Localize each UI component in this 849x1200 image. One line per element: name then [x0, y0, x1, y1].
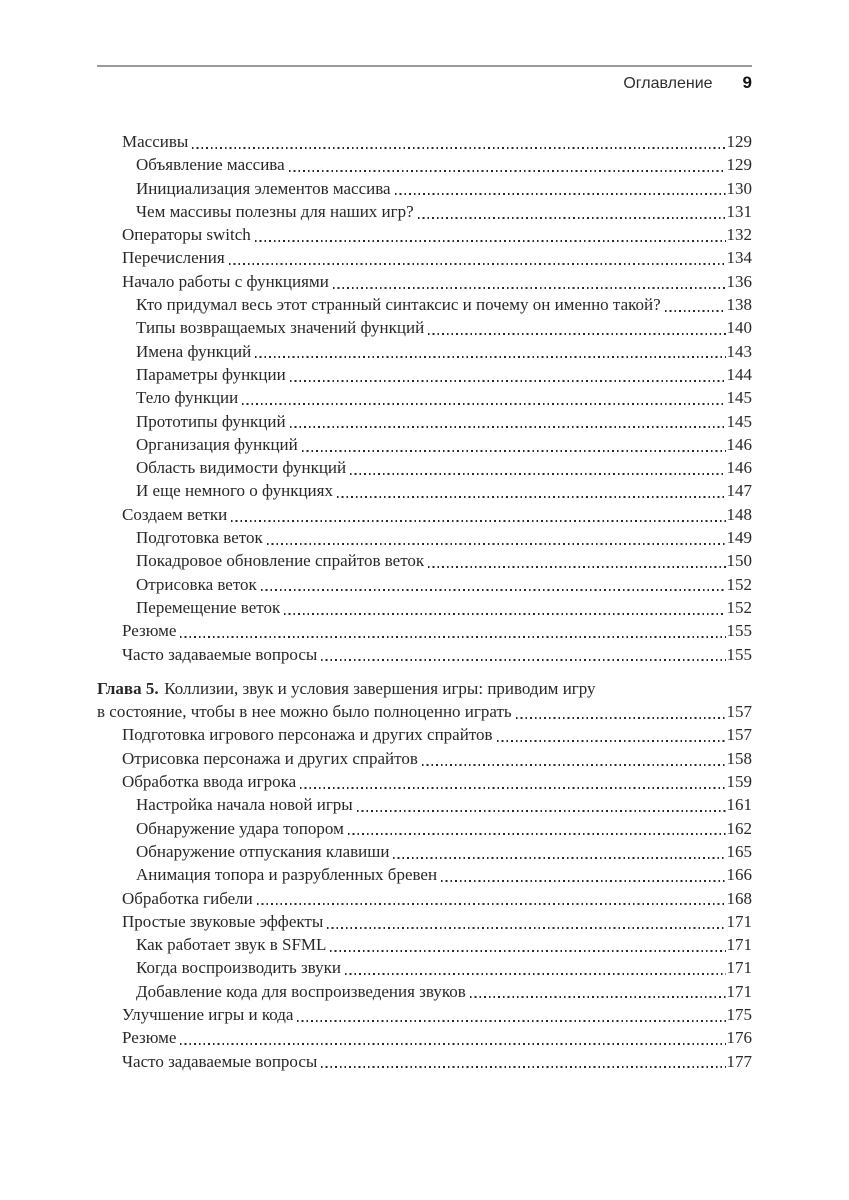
toc-entry-page: 177: [726, 1051, 752, 1071]
dotted-leader: [418, 217, 726, 219]
toc-entry-label: Имена функций: [136, 341, 252, 361]
toc-entry-label: Объявление массива: [136, 155, 285, 175]
running-head-title: Оглавление: [623, 75, 713, 92]
toc-entry-label: Перечисления: [122, 248, 225, 268]
toc-entry: [97, 1050, 752, 1073]
dotted-leader: [289, 170, 726, 172]
toc-entry-page: 147: [726, 481, 752, 501]
toc-entry-page: 144: [726, 364, 752, 384]
toc-entry-page: 158: [726, 748, 752, 768]
toc-entry: [97, 1003, 752, 1026]
toc-entry-page: 146: [726, 458, 752, 478]
dotted-leader: [180, 1043, 725, 1045]
toc-entry-label: Отрисовка персонажа и других спрайтов: [122, 748, 418, 768]
dotted-leader: [267, 543, 726, 545]
dotted-leader: [337, 496, 726, 498]
toc-entry-label: Параметры функции: [136, 364, 286, 384]
dotted-leader: [327, 927, 725, 929]
toc-entry-page: 150: [726, 551, 752, 571]
toc-entry-page: 157: [726, 725, 752, 745]
chapter-number: Глава 5.: [97, 678, 159, 698]
toc-entry-label: Организация функций: [136, 434, 298, 454]
toc-entry-page: 145: [726, 411, 752, 431]
toc-entry-label: Операторы switch: [122, 225, 251, 245]
dotted-leader: [516, 717, 726, 719]
toc-entry: [97, 956, 752, 979]
toc-entry-page: 149: [726, 528, 752, 548]
dotted-leader: [255, 356, 725, 358]
dotted-leader: [290, 426, 726, 428]
toc-entry-page: 130: [726, 178, 752, 198]
toc-entry: [97, 363, 752, 386]
dotted-leader: [192, 147, 725, 149]
dotted-leader: [497, 740, 726, 742]
toc-entry: [97, 747, 752, 770]
toc-entry-page: 171: [726, 911, 752, 931]
toc-entry-label: Настройка начала новой игры: [136, 795, 353, 815]
toc-entry-page: 161: [726, 795, 752, 815]
folio-page-number: 9: [742, 73, 752, 92]
toc-entry-page: 165: [726, 841, 752, 861]
toc-section: [97, 130, 752, 666]
toc-entry-label: Резюме: [122, 1028, 177, 1048]
chapter-page-number: 157: [726, 702, 752, 722]
toc-entry: [97, 643, 752, 666]
toc-entry-page: 171: [726, 958, 752, 978]
toc-entry-page: 148: [726, 504, 752, 524]
toc-entry-label: Обнаружение отпускания клавиши: [136, 841, 390, 861]
dotted-leader: [422, 764, 726, 766]
toc-entry: [97, 153, 752, 176]
toc-entry: [97, 887, 752, 910]
dotted-leader: [180, 636, 725, 638]
toc-entry-label: Резюме: [122, 621, 177, 641]
running-head: [97, 73, 752, 94]
dotted-leader: [428, 333, 725, 335]
toc-entry: [97, 910, 752, 933]
dotted-leader: [348, 833, 726, 835]
toc-entry-label: Обработка гибели: [122, 888, 253, 908]
toc-entry-page: 145: [726, 388, 752, 408]
toc-entry: [97, 1026, 752, 1049]
toc-entry-page: 176: [726, 1028, 752, 1048]
toc-entry-page: 166: [726, 865, 752, 885]
toc-entry: [97, 619, 752, 642]
dotted-leader: [350, 473, 725, 475]
toc-entry: [97, 793, 752, 816]
toc-entry-label: Улучшение игры и кода: [122, 1004, 294, 1024]
dotted-leader: [321, 659, 725, 661]
toc-entry-label: Простые звуковые эффекты: [122, 911, 324, 931]
toc-entry-label: Обнаружение удара топором: [136, 818, 344, 838]
toc-entry-page: 136: [726, 271, 752, 291]
chapter-heading: [97, 677, 752, 724]
dotted-leader: [665, 310, 726, 312]
toc-entry: [97, 817, 752, 840]
toc-entry-page: 152: [726, 574, 752, 594]
page-header: [97, 65, 752, 94]
dotted-leader: [357, 810, 726, 812]
toc-entry-label: И еще немного о функциях: [136, 481, 333, 501]
toc-entry-label: Область видимости функций: [136, 458, 347, 478]
toc-entry-label: Типы возвращаемых значений функций: [136, 318, 425, 338]
toc-entry-page: 129: [726, 132, 752, 151]
chapter-heading-line1: [97, 677, 752, 700]
toc-entry-label: Часто задаваемые вопросы: [122, 1051, 318, 1071]
toc-entry: [97, 270, 752, 293]
dotted-leader: [345, 973, 726, 975]
toc-entry: [97, 596, 752, 619]
dotted-leader: [395, 193, 726, 195]
toc-entry-label: Кто придумал весь этот странный синтаксис и почему он именно такой?: [136, 295, 661, 315]
toc-entry-page: 132: [726, 225, 752, 245]
toc-entry-page: 138: [726, 295, 752, 315]
toc-entry: [97, 980, 752, 1003]
toc-entry-page: 155: [726, 644, 752, 664]
toc-entry-page: 143: [726, 341, 752, 361]
table-of-contents: [97, 130, 752, 1073]
dotted-leader: [321, 1066, 725, 1068]
dotted-leader: [231, 520, 725, 522]
toc-entry: [97, 293, 752, 316]
toc-entry-label: Прототипы функций: [136, 411, 286, 431]
toc-entry: [97, 503, 752, 526]
dotted-leader: [302, 450, 726, 452]
toc-entry-label: Добавление кода для воспроизведения звуков: [136, 981, 466, 1001]
toc-entry-label: Перемещение веток: [136, 597, 281, 617]
toc-entry-page: 146: [726, 434, 752, 454]
toc-entry-label: Чем массивы полезны для наших игр?: [136, 201, 414, 221]
toc-entry-page: 175: [726, 1004, 752, 1024]
toc-entry-page: 140: [726, 318, 752, 338]
toc-entry-label: Массивы: [122, 132, 189, 151]
toc-entry: [97, 223, 752, 246]
header-rule: [97, 65, 752, 67]
dotted-leader: [261, 589, 726, 591]
dotted-leader: [242, 403, 725, 405]
toc-entry-label: Анимация топора и разрубленных бревен: [136, 865, 438, 885]
toc-entry-page: 134: [726, 248, 752, 268]
toc-entry-label: Когда воспроизводить звуки: [136, 958, 341, 978]
chapter-heading-line2: [97, 700, 752, 723]
dotted-leader: [428, 566, 725, 568]
dotted-leader: [290, 380, 726, 382]
dotted-leader: [393, 857, 725, 859]
dotted-leader: [333, 287, 726, 289]
toc-entry: [97, 526, 752, 549]
toc-entry: [97, 177, 752, 200]
toc-entry: [97, 723, 752, 746]
dotted-leader: [300, 787, 725, 789]
dotted-leader: [257, 903, 726, 905]
dotted-leader: [297, 1020, 725, 1022]
toc-entry: [97, 933, 752, 956]
chapter-title-continued: в состояние, чтобы в нее можно было полноценно играть: [97, 702, 512, 722]
dotted-leader: [330, 950, 725, 952]
toc-entry-label: Покадровое обновление спрайтов веток: [136, 551, 425, 571]
toc-entry: [97, 246, 752, 269]
toc-entry: [97, 433, 752, 456]
toc-entry-label: Начало работы с функциями: [122, 271, 329, 291]
dotted-leader: [284, 613, 725, 615]
toc-entry: [97, 340, 752, 363]
toc-entry-page: 152: [726, 597, 752, 617]
toc-entry-label: Подготовка игрового персонажа и других спрайтов: [122, 725, 493, 745]
toc-entry: [97, 456, 752, 479]
dotted-leader: [441, 880, 725, 882]
toc-entry-label: Инициализация элементов массива: [136, 178, 391, 198]
toc-entry-page: 168: [726, 888, 752, 908]
toc-entry-page: 171: [726, 935, 752, 955]
toc-entry: [97, 549, 752, 572]
toc-entry: [97, 200, 752, 223]
toc-entry-page: 159: [726, 772, 752, 792]
toc-entry: [97, 316, 752, 339]
toc-entry-label: Создаем ветки: [122, 504, 228, 524]
toc-entry: [97, 840, 752, 863]
toc-entry-page: 155: [726, 621, 752, 641]
toc-entry: [97, 410, 752, 433]
toc-section: [97, 677, 752, 1073]
toc-entry: [97, 130, 752, 153]
toc-entry-label: Подготовка веток: [136, 528, 263, 548]
toc-entry: [97, 386, 752, 409]
toc-entry: [97, 479, 752, 502]
toc-entry-label: Обработка ввода игрока: [122, 772, 297, 792]
toc-entry-page: 131: [726, 201, 752, 221]
toc-entry-page: 162: [726, 818, 752, 838]
toc-entry-label: Как работает звук в SFML: [136, 935, 327, 955]
toc-entry: [97, 573, 752, 596]
toc-entry-label: Тело функции: [136, 388, 239, 408]
chapter-title: Коллизии, звук и условия завершения игры: приводим игру: [164, 678, 596, 698]
dotted-leader: [470, 996, 726, 998]
toc-entry-page: 171: [726, 981, 752, 1001]
toc-entry-label: Часто задаваемые вопросы: [122, 644, 318, 664]
dotted-leader: [229, 263, 726, 265]
toc-entry-page: 129: [726, 155, 752, 175]
toc-entry: [97, 770, 752, 793]
toc-entry-label: Отрисовка веток: [136, 574, 257, 594]
toc-entry: [97, 863, 752, 886]
dotted-leader: [255, 240, 726, 242]
